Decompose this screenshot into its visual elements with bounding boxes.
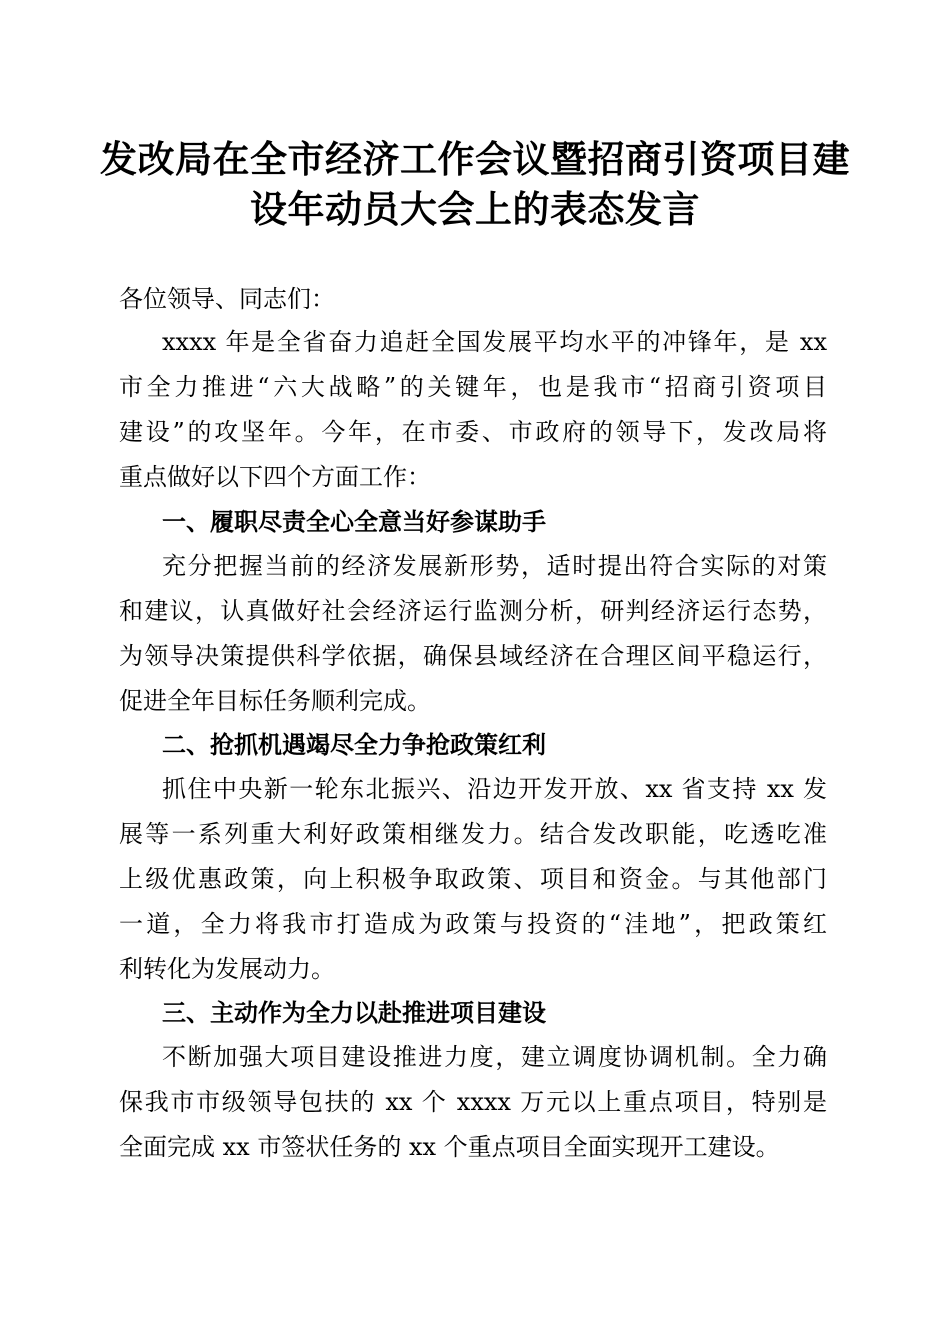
section-3-line-3: 全面完成 xx 市签状任务的 xx 个重点项目全面实现开工建设。 <box>119 1133 780 1161</box>
section-1-line-4: 促进全年目标任务顺利完成。 <box>119 687 431 715</box>
intro-line-4: 重点做好以下四个方面工作： <box>119 463 431 491</box>
section-2-line-4: 一道，全力将我市打造成为政策与投资的“洼地”，把政策红 <box>119 910 827 938</box>
section-1-line-3: 为领导决策提供科学依据，确保县域经济在合理区间平稳运行， <box>119 642 827 670</box>
section-1-line-2: 和建议，认真做好社会经济运行监测分析，研判经济运行态势， <box>119 597 827 625</box>
section-2-line-5: 利转化为发展动力。 <box>119 955 335 983</box>
section-2-line-2: 展等一系列重大利好政策相继发力。结合发改职能，吃透吃准 <box>119 820 827 848</box>
section-2-heading: 二、抢抓机遇竭尽全力争抢政策红利 <box>162 731 546 759</box>
intro-line-1: xxxx 年是全省奋力追赶全国发展平均水平的冲锋年，是 xx <box>162 328 827 356</box>
intro-line-3: 建设”的攻坚年。今年，在市委、市政府的领导下，发改局将 <box>119 418 827 446</box>
section-3-line-1: 不断加强大项目建设推进力度，建立调度协调机制。全力确 <box>162 1043 827 1071</box>
intro-line-2: 市全力推进“六大战略”的关键年，也是我市“招商引资项目 <box>119 373 827 401</box>
section-1-line-1: 充分把握当前的经济发展新形势，适时提出符合实际的对策 <box>162 552 827 580</box>
section-3-line-2: 保我市市级领导包扶的 xx 个 xxxx 万元以上重点项目，特别是 <box>119 1088 827 1116</box>
document-title-line-2: 设年动员大会上的表态发言 <box>250 187 700 231</box>
section-2-line-3: 上级优惠政策，向上积极争取政策、项目和资金。与其他部门 <box>119 865 827 893</box>
salutation: 各位领导、同志们： <box>119 285 335 313</box>
section-3-heading: 三、主动作为全力以赴推进项目建设 <box>162 999 546 1027</box>
document-title-line-1: 发改局在全市经济工作会议暨招商引资项目建 <box>100 137 850 181</box>
section-1-heading: 一、履职尽责全心全意当好参谋助手 <box>162 508 546 536</box>
section-2-line-1: 抓住中央新一轮东北振兴、沿边开发开放、xx 省支持 xx 发 <box>162 775 827 803</box>
